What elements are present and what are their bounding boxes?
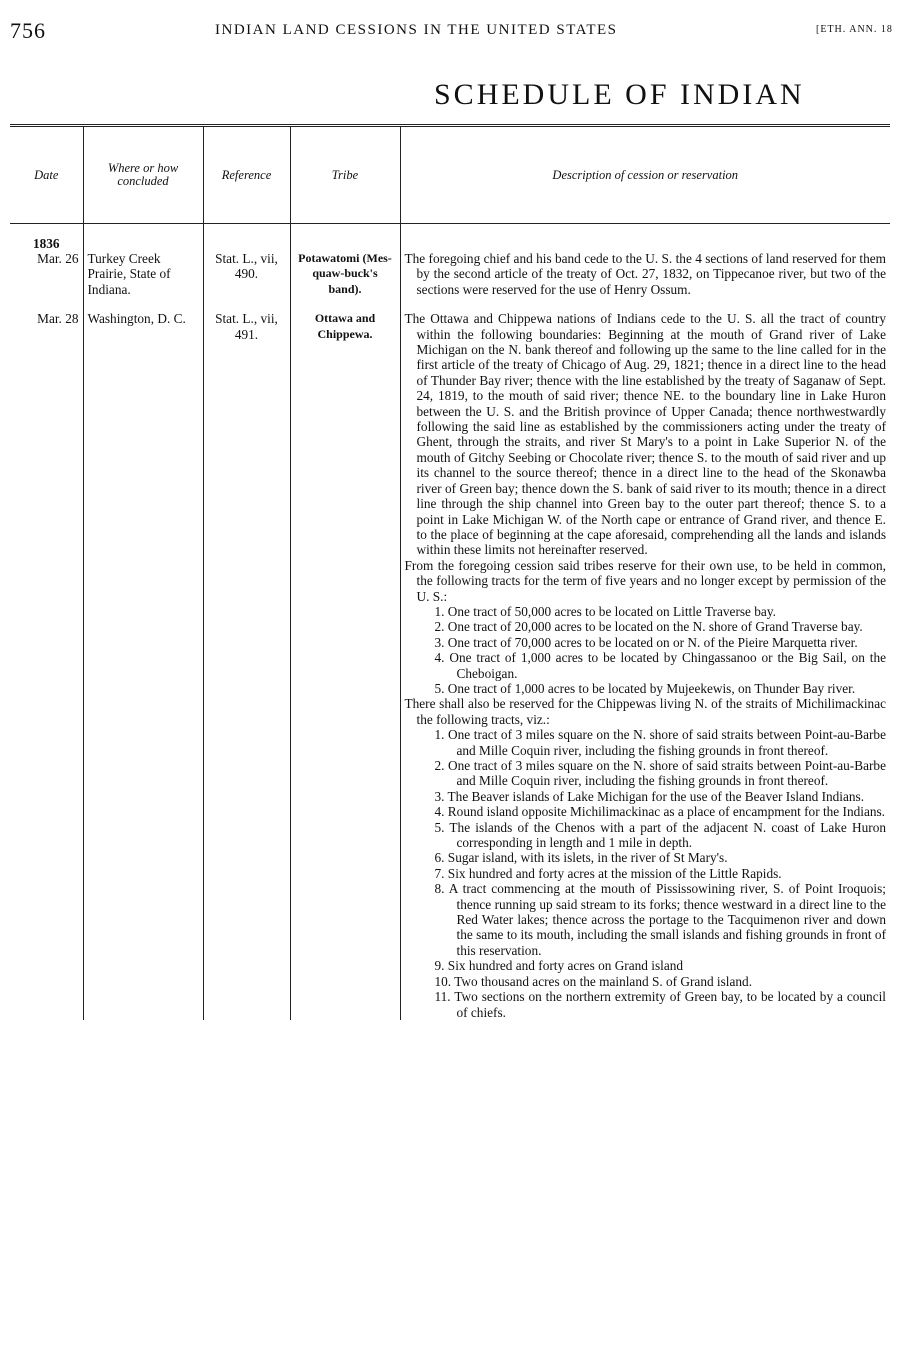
description-paragraph: The foregoing chief and his band cede to the U. S. the 4 sections of land reserved for them by the second article of the treaty of Oct. 27, 1832, on Tippecanoe river, but two of the sections were reserved for the use of Henry Ossum. [404, 251, 886, 297]
date-cell [10, 311, 83, 1020]
col-header-tribe: Tribe [290, 126, 400, 224]
reserve-item: 1. One tract of 50,000 acres to be located on Little Traverse bay. [434, 603, 776, 619]
year: 1836 [32, 236, 60, 251]
col-header-reference: Reference [203, 126, 290, 224]
reserve-item: 2. One tract of 3 miles square on the N. shore of said straits between Point-au-Barbe and Mille Coquin river, including the fishing grounds in front thereof. [434, 758, 886, 789]
reserve-item: 4. One tract of 1,000 acres to be located by Chingassanoo or the Big Sail, on the Cheboigan. [434, 650, 886, 681]
reference-cell: Stat. L., vii, 491. [203, 311, 290, 1020]
description-cell [400, 236, 890, 297]
tribe-cell: Potawatomi (Mes-quaw-buck's band). [290, 236, 400, 297]
where-cell: Washington, D. C. [83, 311, 203, 1020]
reserve-item: 5. The islands of the Chenos with a part of the adjacent N. coast of Lake Huron corresponding in length and 1 mile in depth. [434, 819, 886, 851]
reserve-item: 6. Sugar island, with its islets, in the river of St Mary's. [434, 850, 728, 866]
description-paragraph: There shall also be reserved for the Chippewas living N. of the straits of Michilimackinac the following tracts, viz.: [404, 696, 886, 727]
reserve-item: 9. Six hundred and forty acres on Grand island [434, 958, 684, 974]
table-row [10, 236, 890, 297]
reserve-item: 11. Two sections on the northern extremity of Green bay, to be located by a council of chiefs. [434, 989, 886, 1020]
description-paragraph: The Ottawa and Chippewa nations of Indians cede to the U. S. all the tract of country within the following boundaries: Beginning at the mouth of Grand river of Lake Michigan on the N. bank thereof and following up the same to the line called for in the first article of the treaty of Chicago of Aug. 29, 1821; thence in a direct line to the head of Thunder Bay river; thence with the line established by the treaty of Saganaw of Sept. 24, 1819, to the mouth of said river; thence NE. to the boundary line in Lake Huron between the U. S. and the British province of Upper Canada; thence northwestwardly following the said line as established by the commissioners acting under the treaty of Ghent, through the straits, and river St Mary's to a point in Lake Superior N. of the mouth of Gitchy Seebing or Chocolate river; thence S. to the mouth of said river and up its channel to the source thereof; thence in a direct line to the head of the Skonawba river of Green bay; thence down the S. bank of said river to its mouth; thence in a direct line through the ship channel into Green bay to the outer part thereof; thence S. to a point in Lake Michigan W. of the North cape or entrance of Grand river, and thence E. to the place of beginning at the cape aforesaid, comprehending all the lands and islands within these limits not hereinafter reserved. [404, 311, 886, 558]
reserve-item: 3. The Beaver islands of Lake Michigan for the use of the Beaver Island Indians. [434, 788, 865, 804]
reserve-item: 1. One tract of 3 miles square on the N. shore of said straits between Point-au-Barbe and Mille Coquin river, including the fishing grounds in front thereof. [434, 727, 886, 758]
table-row [10, 311, 890, 1020]
reserve-item: 3. One tract of 70,000 acres to be located on or N. of the Pieire Marquetta river. [434, 634, 858, 650]
date: Mar. 26 [37, 251, 79, 267]
reserve-item: 4. Round island opposite Michilimackinac as a place of encampment for the Indians. [434, 804, 885, 820]
where-cell: Turkey Creek Prairie, State of Indiana. [83, 236, 203, 297]
col-header-description: Description of cession or reservation [400, 126, 890, 224]
table-header-row [10, 126, 890, 224]
reference-cell: Stat. L., vii, 490. [203, 236, 290, 297]
col-header-where: Where or how concluded [83, 126, 203, 224]
reserve-item: 5. One tract of 1,000 acres to be located by Mujeekewis, on Thunder Bay river. [434, 680, 856, 696]
running-section-ref: [ETH. ANN. 18 [816, 24, 893, 35]
col-header-date: Date [34, 167, 59, 182]
reserve-item: 7. Six hundred and forty acres at the mission of the Little Rapids. [434, 865, 782, 881]
running-title: INDIAN LAND CESSIONS IN THE UNITED STATES [215, 22, 618, 38]
description-paragraph: From the foregoing cession said tribes reserve for their own use, to be held in common, the following tracts for the term of five years and no longer except by permission of the U. S.: [404, 557, 886, 604]
cessions-table [10, 124, 890, 1020]
tribe-cell: Ottawa and Chippewa. [290, 311, 400, 1020]
reserve-item: 10. Two thousand acres on the mainland S. of Grand island. [434, 973, 753, 989]
page-number: 756 [10, 18, 46, 43]
running-header [0, 18, 900, 48]
reserve-item: 8. A tract commencing at the mouth of Pississowining river, S. of Point Iroquois; thence running up said stream to its forks; thence westward in a direct line to the Red Water lakes; thence across the portage to the Tacquimenon river and down the same to its mouth, including the small islands and fishing grounds in front of this reservation. [434, 881, 886, 958]
date: Mar. 28 [37, 311, 79, 327]
schedule-title: SCHEDULE OF INDIAN [434, 78, 805, 111]
reserve-item: 2. One tract of 20,000 acres to be located on the N. shore of Grand Traverse bay. [434, 619, 863, 635]
date-cell [10, 236, 83, 297]
description-cell [400, 311, 890, 1020]
